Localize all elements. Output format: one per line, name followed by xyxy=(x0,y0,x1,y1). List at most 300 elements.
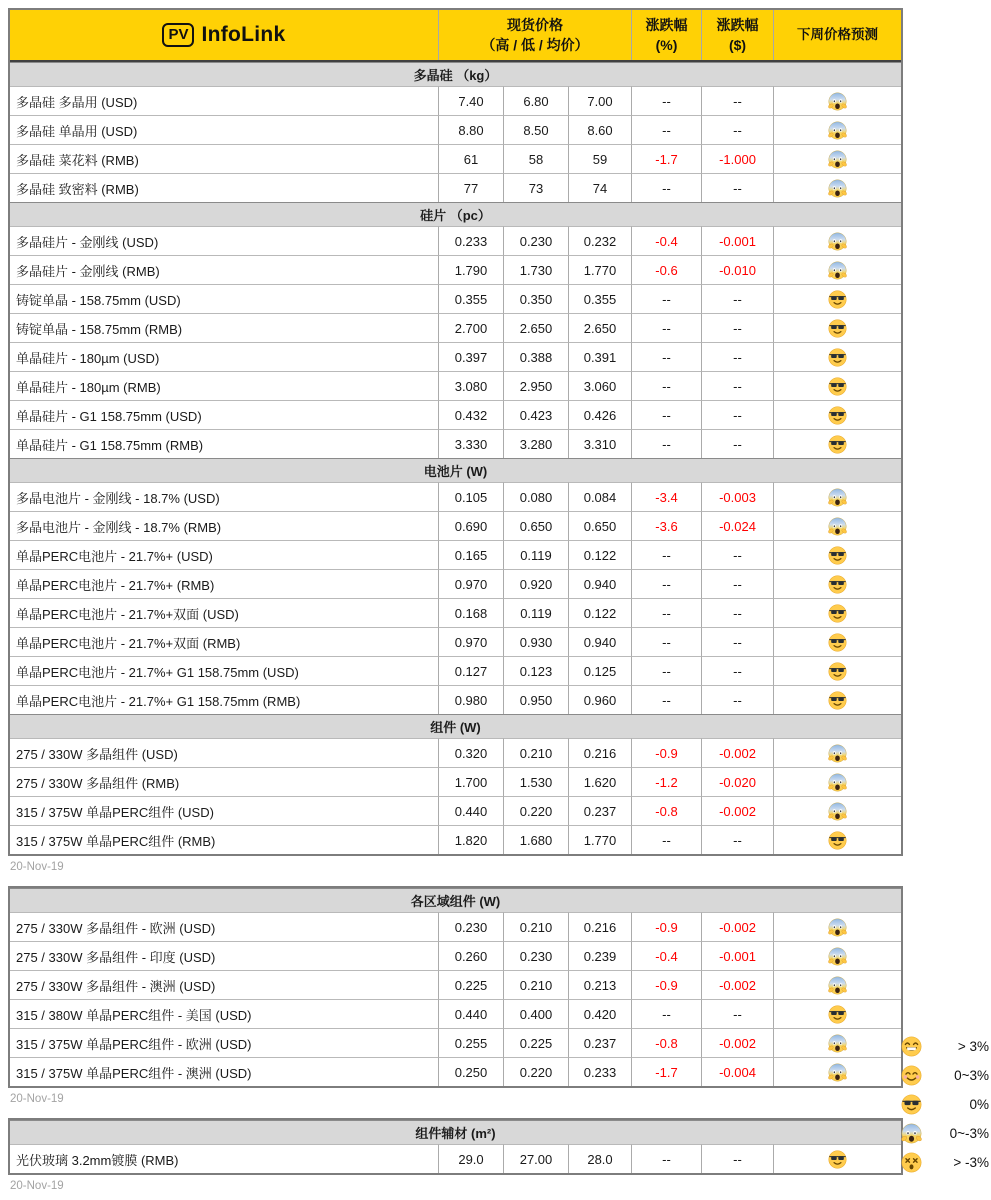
legend-label: 0~3% xyxy=(954,1068,989,1083)
change-pct: -0.4 xyxy=(632,226,702,255)
scream-emoji-icon xyxy=(828,744,847,763)
table-row xyxy=(10,627,901,656)
change-usd: -0.002 xyxy=(702,912,774,941)
section-title: 多晶硅 （kg） xyxy=(413,68,498,83)
price-low: 0.230 xyxy=(504,226,569,255)
price-high: 3.080 xyxy=(439,371,504,400)
price-low: 0.388 xyxy=(504,342,569,371)
price-high: 1.820 xyxy=(439,825,504,854)
product-name: 多晶电池片 - 金刚线 - 18.7% (RMB) xyxy=(10,511,439,540)
change-usd: -- xyxy=(702,540,774,569)
price-high: 0.230 xyxy=(439,912,504,941)
price-avg: 0.125 xyxy=(569,656,632,685)
change-usd-title: 涨跌幅 xyxy=(716,16,759,33)
price-avg: 0.420 xyxy=(569,999,632,1028)
forecast-cell xyxy=(774,173,901,202)
grin-emoji-icon xyxy=(901,1036,922,1057)
product-name: 单晶PERC电池片 - 21.7%+ (USD) xyxy=(10,540,439,569)
change-usd: -0.004 xyxy=(702,1057,774,1086)
change-pct: -- xyxy=(632,1144,702,1173)
price-high: 0.233 xyxy=(439,226,504,255)
product-name: 多晶硅 单晶用 (USD) xyxy=(10,115,439,144)
change-pct: -0.9 xyxy=(632,970,702,999)
cool-emoji-icon xyxy=(828,633,847,652)
change-usd: -- xyxy=(702,825,774,854)
price-low: 1.680 xyxy=(504,825,569,854)
forecast-cell xyxy=(774,540,901,569)
price-high: 8.80 xyxy=(439,115,504,144)
change-pct: -- xyxy=(632,540,702,569)
header-change-usd xyxy=(702,10,774,60)
change-usd: -0.002 xyxy=(702,738,774,767)
forecast-cell xyxy=(774,226,901,255)
change-pct: -0.9 xyxy=(632,738,702,767)
change-usd: -0.001 xyxy=(702,941,774,970)
change-usd: -- xyxy=(702,656,774,685)
forecast-cell xyxy=(774,738,901,767)
table-row xyxy=(10,342,901,371)
product-name: 315 / 375W 单晶PERC组件 - 欧洲 (USD) xyxy=(10,1028,439,1057)
cool-emoji-icon xyxy=(828,290,847,309)
price-avg: 0.216 xyxy=(569,912,632,941)
cool-emoji-icon xyxy=(828,604,847,623)
price-low: 3.280 xyxy=(504,429,569,458)
price-high: 0.250 xyxy=(439,1057,504,1086)
change-usd: -0.001 xyxy=(702,226,774,255)
legend-label: 0~-3% xyxy=(949,1126,989,1141)
price-avg: 3.060 xyxy=(569,371,632,400)
table-row xyxy=(10,912,901,941)
forecast-cell xyxy=(774,912,901,941)
price-low: 1.730 xyxy=(504,255,569,284)
scream-emoji-icon xyxy=(828,179,847,198)
product-name: 多晶硅片 - 金刚线 (RMB) xyxy=(10,255,439,284)
forecast-cell xyxy=(774,342,901,371)
scream-emoji-icon xyxy=(828,773,847,792)
price-high: 0.260 xyxy=(439,941,504,970)
forecast-cell xyxy=(774,970,901,999)
change-usd: -- xyxy=(702,999,774,1028)
product-name: 275 / 330W 多晶组件 (USD) xyxy=(10,738,439,767)
table-row xyxy=(10,999,901,1028)
price-high: 0.165 xyxy=(439,540,504,569)
change-pct: -3.4 xyxy=(632,482,702,511)
price-low: 8.50 xyxy=(504,115,569,144)
forecast-legend xyxy=(901,1032,989,1177)
table-row xyxy=(10,429,901,458)
price-avg: 2.650 xyxy=(569,313,632,342)
price-low: 0.423 xyxy=(504,400,569,429)
price-low: 0.400 xyxy=(504,999,569,1028)
product-name: 单晶硅片 - 180µm (USD) xyxy=(10,342,439,371)
price-high: 0.690 xyxy=(439,511,504,540)
price-high: 0.127 xyxy=(439,656,504,685)
table-row xyxy=(10,400,901,429)
table-row xyxy=(10,598,901,627)
change-pct: -- xyxy=(632,656,702,685)
infolink-logo xyxy=(10,10,439,60)
price-high: 0.168 xyxy=(439,598,504,627)
price-high: 0.355 xyxy=(439,284,504,313)
change-pct: -- xyxy=(632,342,702,371)
price-low: 58 xyxy=(504,144,569,173)
table-row xyxy=(10,825,901,854)
table-row xyxy=(10,1057,901,1086)
product-name: 275 / 330W 多晶组件 - 欧洲 (USD) xyxy=(10,912,439,941)
cool-emoji-icon xyxy=(828,319,847,338)
price-low: 0.225 xyxy=(504,1028,569,1057)
section-title: 各区域组件 (W) xyxy=(410,894,501,909)
change-usd-unit: ($) xyxy=(728,37,747,53)
scream-emoji-icon xyxy=(828,1063,847,1082)
change-pct: -- xyxy=(632,999,702,1028)
change-usd: -0.010 xyxy=(702,255,774,284)
price-high: 1.790 xyxy=(439,255,504,284)
forecast-cell xyxy=(774,371,901,400)
scream-emoji-icon xyxy=(828,232,847,251)
section-header-row xyxy=(10,62,901,86)
pv-logo-icon: PV xyxy=(162,23,194,47)
price-avg: 0.122 xyxy=(569,598,632,627)
change-pct: -- xyxy=(632,627,702,656)
table-row xyxy=(10,569,901,598)
price-avg: 0.213 xyxy=(569,970,632,999)
table-row xyxy=(10,540,901,569)
forecast-cell xyxy=(774,1057,901,1086)
product-name: 275 / 330W 多晶组件 - 澳洲 (USD) xyxy=(10,970,439,999)
change-pct: -- xyxy=(632,115,702,144)
forecast-cell xyxy=(774,429,901,458)
price-low: 0.650 xyxy=(504,511,569,540)
price-low: 0.220 xyxy=(504,1057,569,1086)
change-pct: -- xyxy=(632,400,702,429)
forecast-cell xyxy=(774,511,901,540)
change-usd: -- xyxy=(702,371,774,400)
table-row xyxy=(10,173,901,202)
table-date: 20-Nov-19 xyxy=(10,1180,64,1192)
spot-price-subtitle: （高 / 低 / 均价） xyxy=(481,37,589,53)
forecast-cell xyxy=(774,1144,901,1173)
price-high: 7.40 xyxy=(439,86,504,115)
change-usd: -- xyxy=(702,569,774,598)
section-header-row xyxy=(10,458,901,482)
product-name: 铸锭单晶 - 158.75mm (RMB) xyxy=(10,313,439,342)
price-high: 0.440 xyxy=(439,796,504,825)
price-avg: 0.426 xyxy=(569,400,632,429)
product-name: 单晶硅片 - G1 158.75mm (USD) xyxy=(10,400,439,429)
change-usd: -- xyxy=(702,400,774,429)
price-avg: 0.960 xyxy=(569,685,632,714)
forecast-cell xyxy=(774,941,901,970)
price-low: 2.950 xyxy=(504,371,569,400)
legend-label: > -3% xyxy=(953,1155,989,1170)
scream-emoji-icon xyxy=(828,976,847,995)
price-low: 0.119 xyxy=(504,598,569,627)
spot-price-title: 现货价格 xyxy=(507,16,563,33)
forecast-cell xyxy=(774,767,901,796)
price-low: 73 xyxy=(504,173,569,202)
spot-price-table xyxy=(8,8,903,856)
table-row xyxy=(10,796,901,825)
change-pct: -- xyxy=(632,598,702,627)
change-pct: -- xyxy=(632,313,702,342)
change-pct: -0.9 xyxy=(632,912,702,941)
table-row xyxy=(10,371,901,400)
cool-emoji-icon xyxy=(828,348,847,367)
price-low: 6.80 xyxy=(504,86,569,115)
change-usd: -- xyxy=(702,173,774,202)
dizzy-emoji-icon xyxy=(901,1152,922,1173)
price-high: 77 xyxy=(439,173,504,202)
table-row xyxy=(10,511,901,540)
change-pct: -- xyxy=(632,685,702,714)
scream-emoji-icon xyxy=(828,150,847,169)
change-usd: -0.002 xyxy=(702,970,774,999)
table-row xyxy=(10,144,901,173)
table-row xyxy=(10,738,901,767)
change-usd: -1.000 xyxy=(702,144,774,173)
legend-label: > 3% xyxy=(957,1039,989,1054)
change-pct: -- xyxy=(632,569,702,598)
price-low: 0.920 xyxy=(504,569,569,598)
forecast-cell xyxy=(774,482,901,511)
cool-emoji-icon xyxy=(828,831,847,850)
forecast-cell xyxy=(774,825,901,854)
cool-emoji-icon xyxy=(828,575,847,594)
price-avg: 0.122 xyxy=(569,540,632,569)
forecast-cell xyxy=(774,627,901,656)
header-change-pct xyxy=(632,10,702,60)
price-avg: 1.770 xyxy=(569,255,632,284)
cool-emoji-icon xyxy=(828,377,847,396)
table-row xyxy=(10,482,901,511)
cool-emoji-icon xyxy=(828,546,847,565)
price-high: 0.432 xyxy=(439,400,504,429)
header-spot-price xyxy=(439,10,632,60)
section-title: 组件 (W) xyxy=(430,720,481,735)
price-low: 1.530 xyxy=(504,767,569,796)
price-high: 0.105 xyxy=(439,482,504,511)
change-pct: -- xyxy=(632,284,702,313)
price-avg: 7.00 xyxy=(569,86,632,115)
forecast-cell xyxy=(774,313,901,342)
change-pct: -- xyxy=(632,173,702,202)
change-pct: -- xyxy=(632,86,702,115)
price-avg: 0.940 xyxy=(569,569,632,598)
change-pct-unit: (%) xyxy=(655,37,678,53)
price-low: 0.930 xyxy=(504,627,569,656)
table-row xyxy=(10,685,901,714)
price-avg: 59 xyxy=(569,144,632,173)
scream-emoji-icon xyxy=(828,121,847,140)
price-high: 1.700 xyxy=(439,767,504,796)
product-name: 多晶硅 多晶用 (USD) xyxy=(10,86,439,115)
change-usd: -- xyxy=(702,342,774,371)
change-usd: -- xyxy=(702,115,774,144)
table-date: 20-Nov-19 xyxy=(10,1093,64,1105)
forecast-cell xyxy=(774,400,901,429)
price-avg: 74 xyxy=(569,173,632,202)
scream-emoji-icon xyxy=(828,918,847,937)
price-avg: 8.60 xyxy=(569,115,632,144)
change-pct: -- xyxy=(632,429,702,458)
price-avg: 1.770 xyxy=(569,825,632,854)
logo-text: InfoLink xyxy=(201,22,286,46)
cool-emoji-icon xyxy=(828,435,847,454)
cool-emoji-icon xyxy=(901,1094,922,1115)
section-title: 电池片 (W) xyxy=(423,464,488,479)
price-avg: 0.650 xyxy=(569,511,632,540)
price-avg: 0.391 xyxy=(569,342,632,371)
price-low: 27.00 xyxy=(504,1144,569,1173)
change-usd: -0.024 xyxy=(702,511,774,540)
legend-item xyxy=(901,1148,989,1177)
price-high: 0.255 xyxy=(439,1028,504,1057)
section-header-row xyxy=(10,888,901,912)
forecast-cell xyxy=(774,598,901,627)
price-low: 0.230 xyxy=(504,941,569,970)
change-pct: -3.6 xyxy=(632,511,702,540)
product-name: 铸锭单晶 - 158.75mm (USD) xyxy=(10,284,439,313)
price-avg: 0.237 xyxy=(569,796,632,825)
forecast-cell xyxy=(774,796,901,825)
price-low: 0.119 xyxy=(504,540,569,569)
change-usd: -- xyxy=(702,1144,774,1173)
price-low: 0.210 xyxy=(504,912,569,941)
legend-label: 0% xyxy=(969,1097,989,1112)
cool-emoji-icon xyxy=(828,406,847,425)
price-avg: 0.233 xyxy=(569,1057,632,1086)
cool-emoji-icon xyxy=(828,1150,847,1169)
legend-item xyxy=(901,1061,989,1090)
scream-emoji-icon xyxy=(828,947,847,966)
price-low: 0.210 xyxy=(504,738,569,767)
forecast-cell xyxy=(774,685,901,714)
scream-emoji-icon xyxy=(828,802,847,821)
price-high: 2.700 xyxy=(439,313,504,342)
legend-item xyxy=(901,1032,989,1061)
forecast-cell xyxy=(774,255,901,284)
cool-emoji-icon xyxy=(828,691,847,710)
price-high: 0.320 xyxy=(439,738,504,767)
scream-emoji-icon xyxy=(901,1123,922,1144)
price-low: 0.210 xyxy=(504,970,569,999)
scream-emoji-icon xyxy=(828,488,847,507)
price-avg: 1.620 xyxy=(569,767,632,796)
price-avg: 0.216 xyxy=(569,738,632,767)
change-pct: -0.6 xyxy=(632,255,702,284)
table-row xyxy=(10,767,901,796)
table-header-row xyxy=(10,10,901,62)
forecast-title: 下周价格预测 xyxy=(797,27,878,43)
forecast-cell xyxy=(774,144,901,173)
price-high: 0.970 xyxy=(439,569,504,598)
forecast-cell xyxy=(774,999,901,1028)
change-usd: -- xyxy=(702,598,774,627)
section-title: 组件辅材 (m²) xyxy=(415,1126,496,1141)
scream-emoji-icon xyxy=(828,261,847,280)
price-low: 0.350 xyxy=(504,284,569,313)
forecast-cell xyxy=(774,569,901,598)
table-date: 20-Nov-19 xyxy=(10,861,64,873)
product-name: 多晶硅片 - 金刚线 (USD) xyxy=(10,226,439,255)
price-avg: 0.237 xyxy=(569,1028,632,1057)
section-header-row xyxy=(10,1120,901,1144)
table-row xyxy=(10,86,901,115)
header-forecast xyxy=(774,10,901,60)
section-title: 硅片 （pc） xyxy=(420,208,491,223)
cool-emoji-icon xyxy=(828,662,847,681)
forecast-cell xyxy=(774,656,901,685)
product-name: 单晶硅片 - G1 158.75mm (RMB) xyxy=(10,429,439,458)
table-row xyxy=(10,1144,901,1173)
change-usd: -0.002 xyxy=(702,1028,774,1057)
change-usd: -- xyxy=(702,429,774,458)
price-avg: 0.084 xyxy=(569,482,632,511)
price-high: 61 xyxy=(439,144,504,173)
table-row xyxy=(10,255,901,284)
price-high: 29.0 xyxy=(439,1144,504,1173)
table-row xyxy=(10,115,901,144)
price-high: 0.440 xyxy=(439,999,504,1028)
price-low: 0.950 xyxy=(504,685,569,714)
product-name: 光伏玻璃 3.2mm镀膜 (RMB) xyxy=(10,1144,439,1173)
product-name: 单晶PERC电池片 - 21.7%+ G1 158.75mm (RMB) xyxy=(10,685,439,714)
product-name: 多晶电池片 - 金刚线 - 18.7% (USD) xyxy=(10,482,439,511)
product-name: 单晶硅片 - 180µm (RMB) xyxy=(10,371,439,400)
product-name: 单晶PERC电池片 - 21.7%+ (RMB) xyxy=(10,569,439,598)
change-pct: -1.7 xyxy=(632,1057,702,1086)
section-header-row xyxy=(10,202,901,226)
regional-module-table xyxy=(8,886,903,1088)
section-header-row xyxy=(10,714,901,738)
table-row xyxy=(10,656,901,685)
product-name: 单晶PERC电池片 - 21.7%+双面 (USD) xyxy=(10,598,439,627)
forecast-cell xyxy=(774,284,901,313)
price-high: 0.970 xyxy=(439,627,504,656)
price-low: 2.650 xyxy=(504,313,569,342)
product-name: 单晶PERC电池片 - 21.7%+双面 (RMB) xyxy=(10,627,439,656)
table-row xyxy=(10,941,901,970)
change-pct: -- xyxy=(632,825,702,854)
price-avg: 0.355 xyxy=(569,284,632,313)
forecast-cell xyxy=(774,115,901,144)
change-usd: -- xyxy=(702,284,774,313)
table-row xyxy=(10,970,901,999)
scream-emoji-icon xyxy=(828,1034,847,1053)
price-low: 0.123 xyxy=(504,656,569,685)
smile-emoji-icon xyxy=(901,1065,922,1086)
change-pct: -0.8 xyxy=(632,796,702,825)
price-avg: 0.940 xyxy=(569,627,632,656)
price-high: 0.397 xyxy=(439,342,504,371)
product-name: 多晶硅 菜花料 (RMB) xyxy=(10,144,439,173)
price-high: 3.330 xyxy=(439,429,504,458)
scream-emoji-icon xyxy=(828,92,847,111)
price-high: 0.225 xyxy=(439,970,504,999)
change-usd: -0.020 xyxy=(702,767,774,796)
scream-emoji-icon xyxy=(828,517,847,536)
change-usd: -0.003 xyxy=(702,482,774,511)
change-pct: -1.2 xyxy=(632,767,702,796)
table-row xyxy=(10,313,901,342)
legend-item xyxy=(901,1119,989,1148)
product-name: 315 / 375W 单晶PERC组件 (USD) xyxy=(10,796,439,825)
change-usd: -- xyxy=(702,685,774,714)
price-high: 0.980 xyxy=(439,685,504,714)
change-pct: -0.8 xyxy=(632,1028,702,1057)
module-materials-table xyxy=(8,1118,903,1175)
